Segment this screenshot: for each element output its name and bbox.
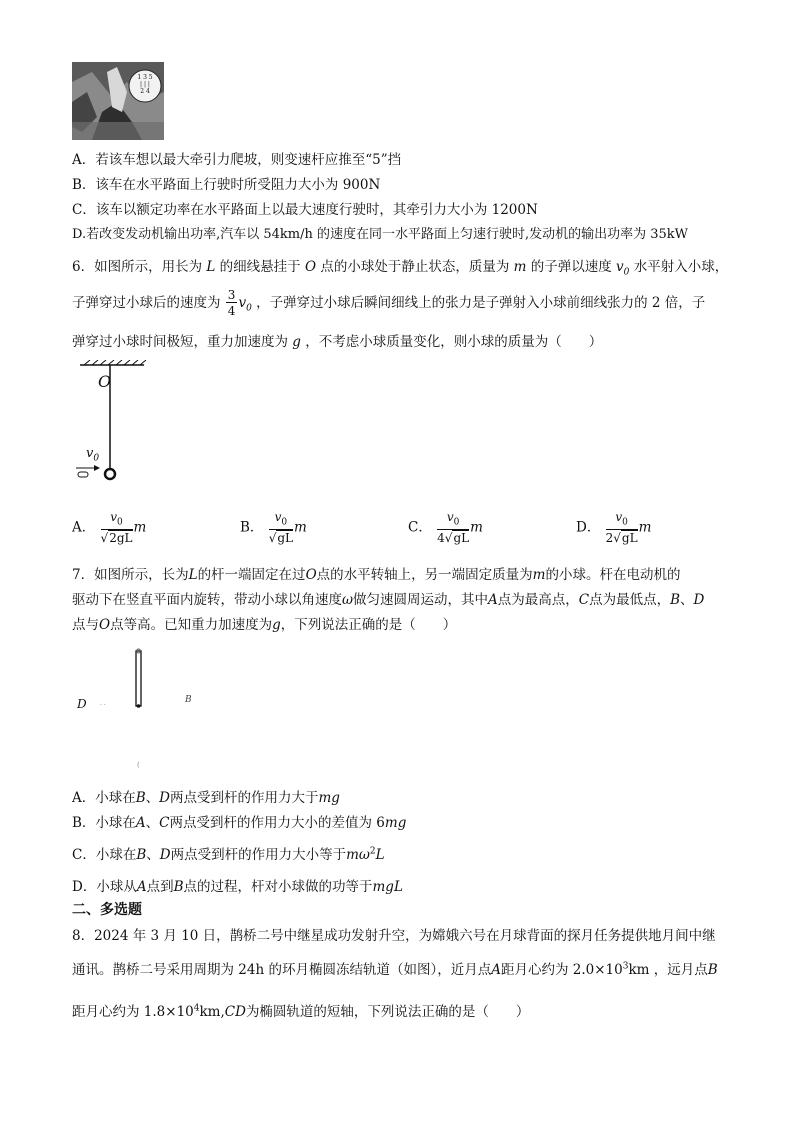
q6-stem-line2: 子弹穿过小球后的速度为 $\frac{3}{4}$ $v_0$ ，子弹穿过小球后瞬间细线上的张力是子弹射入小球前细线张力的 2 倍，子 bbox=[72, 288, 706, 318]
q7-option-a: A．小球在B、D两点受到杆的作用力大于mg bbox=[72, 790, 340, 806]
q5-option-a: A．若该车想以最大牵引力爬坡，则变速杆应推至“5”挡 bbox=[72, 152, 402, 168]
q5-option-b: B．该车在水平路面上行驶时所受阻力大小为 900N bbox=[72, 177, 381, 193]
q6-stem-line1: 6．如图所示，用长为 L 的细线悬挂于 O 点的小球处于静止状态，质量为 m 的子弹以速度 $v_0$ 水平射入小球， bbox=[72, 259, 729, 278]
three-quarters-fraction: $\frac{3}{4}$ bbox=[227, 288, 236, 318]
q8-stem-line1: 8．2024 年 3 月 10 日，鹊桥二号中继星成功发射升空，为嫦娥六号在月球背面的探月任务提供地月间中继 bbox=[72, 928, 716, 944]
velocity-label: $v_0$ bbox=[86, 446, 100, 464]
gear-shift-photo bbox=[72, 62, 164, 140]
q6-option-a: A． $\frac{v_0}{√2gL}$ m bbox=[72, 510, 147, 546]
q5-option-d: D.若改变发动机输出功率,汽车以 54km/h 的速度在同一水平路面上匀速行驶时,发动机的输出功率为 35kW bbox=[72, 227, 689, 242]
q5-option-c: C．该车以额定功率在水平路面上以最大速度行驶时，其牵引力大小为 1200N bbox=[72, 202, 538, 218]
rotating-rod-figure bbox=[72, 645, 212, 770]
q8-stem-line2: 通讯。鹊桥二号采用周期为 24h 的环月椭圆冻结轨道（如图），近月点A距月心约为 $2.0\times 10^3km$ ，远月点B bbox=[72, 961, 718, 978]
gear-knob-labels: 1 3 5 | | | 2 4 bbox=[137, 74, 153, 95]
q6-stem-line3: 弹穿过小球时间极短，重力加速度为 g ，不考虑小球质量变化，则小球的质量为（ ） bbox=[72, 334, 603, 350]
point-o-label: O bbox=[98, 372, 112, 391]
svg-text:· ·: · · bbox=[100, 702, 106, 709]
q8-stem-line3: 距月心约为 $1.8\times 10^4km,CD$为椭圆轨道的短轴，下列说法正确的是（ ） bbox=[72, 1003, 530, 1020]
svg-text:(: ( bbox=[137, 761, 140, 769]
point-b-label: B bbox=[185, 695, 192, 705]
q7-stem-line3: 点与O点等高。已知重力加速度为g，下列说法正确的是（ ） bbox=[72, 617, 457, 633]
q6-option-c: C． $\frac{v_0}{4√gL}$ m bbox=[408, 510, 483, 546]
point-d-label: D bbox=[77, 697, 87, 711]
q7-option-c: C．小球在B、D两点受到杆的作用力大小等于$m\omega^2L$ bbox=[72, 846, 385, 863]
q7-option-b: B．小球在A、C两点受到杆的作用力大小的差值为 6mg bbox=[72, 815, 407, 831]
q7-stem-line2: 驱动下在竖直平面内旋转，带动小球以角速度ω做匀速圆周运动，其中A点为最高点，C点为最低点，B、D bbox=[72, 592, 705, 608]
pendulum-figure bbox=[72, 360, 152, 490]
q6-option-b: B． $\frac{v_0}{√gL}$ m bbox=[240, 510, 307, 546]
q7-stem-line1: 7．如图所示，长为L的杆一端固定在过O点的水平转轴上，另一端固定质量为m的小球。杆在电动机的 bbox=[72, 567, 681, 583]
q6-option-d: D． $\frac{v_0}{2√gL}$ m bbox=[576, 510, 652, 546]
section-title-multiple-choice: 二、多选题 bbox=[72, 902, 142, 918]
q7-option-d: D．小球从A点到B点的过程，杆对小球做的功等于mgL bbox=[72, 879, 403, 895]
